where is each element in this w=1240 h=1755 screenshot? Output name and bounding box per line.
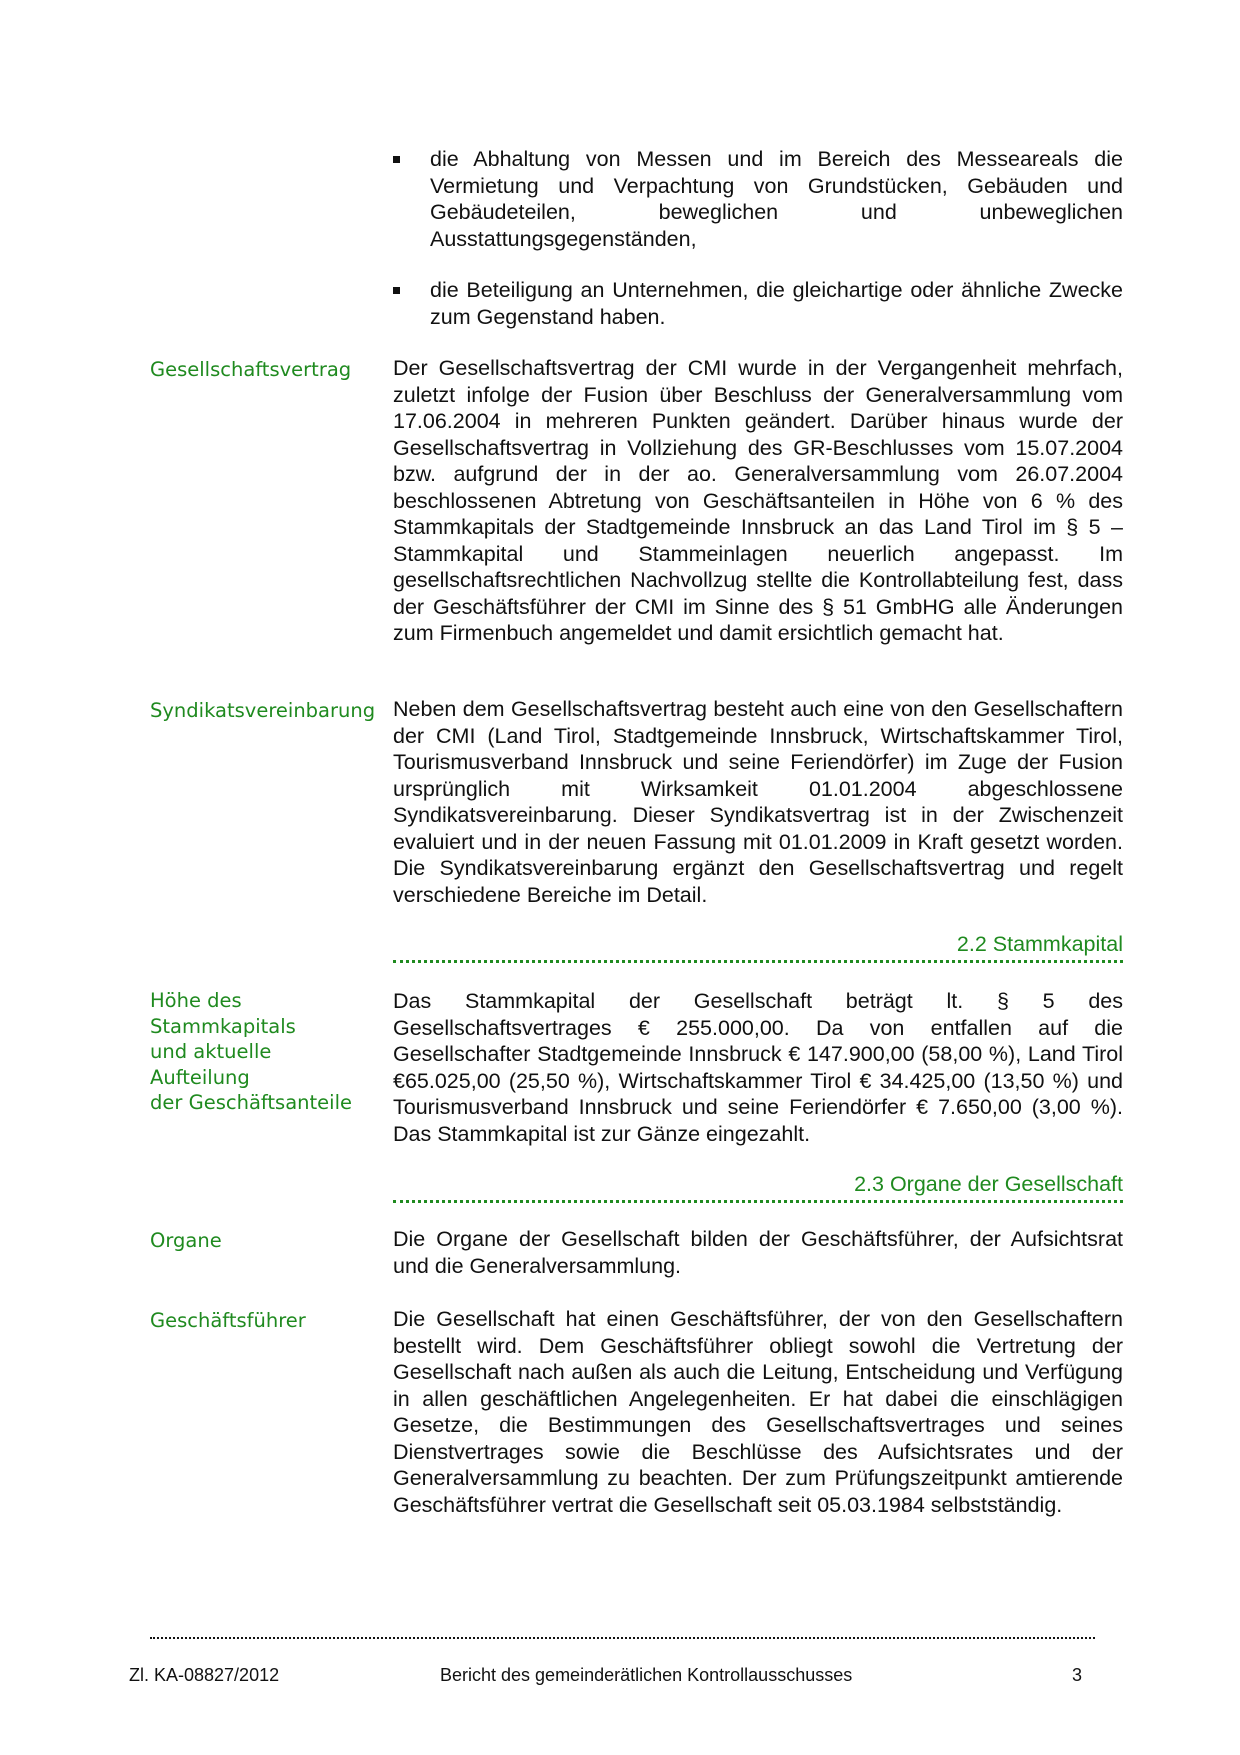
- paragraph-geschaeftsfuehrer: Die Gesellschaft hat einen Geschäftsführer, der von den Gesellschaftern bestellt wird. Dem Geschäftsführer obliegt sowohl die Vertretung der Gesellschaft nach außen als auch die Leitung, Entscheidung und Verfügung in allen geschäftlichen Angelegenheiten. Er hat dabei die einschlägigen Gesetze, die Bestimmungen des Gesellschaftsvertrages und seines Dienstvertrages sowie die Beschlüsse des Aufsichtsrates und der Generalversammlung zu beachten. Der zum Prüfungszeitpunkt amtierende Geschäftsführer vertrat die Gesellschaft seit 05.03.1984 selbstständig.: [393, 1307, 1123, 1517]
- bullet-square-icon: [393, 156, 400, 163]
- paragraph-syndikatsvereinbarung: Neben dem Gesellschaftsvertrag besteht auch eine von den Gesellschaftern der CMI (Land Tirol, Stadtgemeinde Innsbruck, Wirtschaftskammer Tirol, Tourismusverband Innsbruck und seine Feriendörfer) im Zuge der Fusion ursprünglich mit Wirksamkeit 01.01.2004 abgeschlossene Syndikatsvereinbarung. Dieser Syndikatsvertrag ist in der Zwischenzeit evaluiert und in der neuen Fassung mit 01.01.2009 in Kraft gesetzt worden. Die Syndikatsvereinbarung ergänzt den Gesellschaftsvertrag und regelt verschiedene Bereiche im Detail.: [393, 697, 1123, 907]
- paragraph-organe: Die Organe der Gesellschaft bilden der Geschäftsführer, der Aufsichtsrat und die Generalversammlung.: [393, 1227, 1123, 1278]
- section-heading-organe: 2.3 Organe der Gesellschaft: [854, 1172, 1123, 1196]
- bullet-square-icon: [393, 287, 400, 294]
- margin-note-line: der Geschäftsanteile: [150, 1091, 352, 1114]
- section-divider: [393, 1200, 1123, 1203]
- paragraph-gesellschaftsvertrag: Der Gesellschaftsvertrag der CMI wurde in der Vergangenheit mehrfach, zuletzt infolge der Fusion über Beschluss der Generalversammlung vom 17.06.2004 in mehreren Punkten geändert. Darüber hinaus wurde der Gesellschaftsvertrag in Vollziehung des GR-Beschlusses vom 15.07.2004 bzw. aufgrund der in der ao. Generalversammlung vom 26.07.2004 beschlossenen Abtretung von Geschäftsanteilen in Höhe von 6 % des Stammkapitals der Stadtgemeinde Innsbruck an das Land Tirol im § 5 – Stammkapital und Stammeinlagen neuerlich angepasst. Im gesellschaftsrechtlichen Nachvollzug stellte die Kontrollabteilung fest, dass der Geschäftsführer der CMI im Sinne des § 51 GmbHG alle Änderungen zum Firmenbuch angemeldet und damit ersichtlich gemacht hat.: [393, 356, 1123, 645]
- footer-reference: Zl. KA-08827/2012: [129, 1665, 280, 1685]
- footer-divider: [150, 1637, 1095, 1639]
- paragraph-stammkapital: Das Stammkapital der Gesellschaft beträgt lt. § 5 des Gesellschaftsvertrages € 255.000,00. Da von entfallen auf die Gesellschafter Stadtgemeinde Innsbruck € 147.900,00 (58,00 %), Land Tirol €65.025,00 (25,50 %), Wirtschaftskammer Tirol € 34.425,00 (13,50 %) und Tourismusverband Innsbruck und seine Feriendörfer € 7.650,00 (3,00 %). Das Stammkapital ist zur Gänze eingezahlt.: [393, 989, 1123, 1146]
- margin-note-line: Stammkapitals: [150, 1014, 296, 1038]
- margin-note-syndikatsvereinbarung: Syndikatsvereinbarung: [150, 699, 376, 722]
- section-divider: [393, 960, 1123, 963]
- margin-note-organe: Organe: [150, 1229, 222, 1252]
- margin-note-line: Höhe des: [150, 989, 242, 1012]
- margin-note-gesellschaftsvertrag: Gesellschaftsvertrag: [150, 358, 352, 381]
- margin-note-stammkapital: [150, 988, 375, 1116]
- footer-title: Bericht des gemeinderätlichen Kontrollausschusses: [440, 1665, 853, 1685]
- bullet-item: [393, 277, 1123, 330]
- footer-page-number: 3: [1072, 1665, 1083, 1685]
- bullet-text: die Abhaltung von Messen und im Bereich des Messeareals die Vermietung und Verpachtung von Grundstücken, Gebäuden und Gebäudeteilen, beweglichen und unbeweglichen Ausstattungsgegenständen,: [430, 147, 1123, 251]
- section-heading-stammkapital: 2.2 Stammkapital: [956, 932, 1123, 956]
- bullet-text: die Beteiligung an Unternehmen, die gleichartige oder ähnliche Zwecke zum Gegenstand haben.: [430, 278, 1123, 329]
- margin-note-geschaeftsfuehrer: Geschäftsführer: [150, 1309, 306, 1332]
- margin-note-line: und aktuelle Aufteilung: [150, 1040, 272, 1089]
- bullet-item: [393, 146, 1123, 252]
